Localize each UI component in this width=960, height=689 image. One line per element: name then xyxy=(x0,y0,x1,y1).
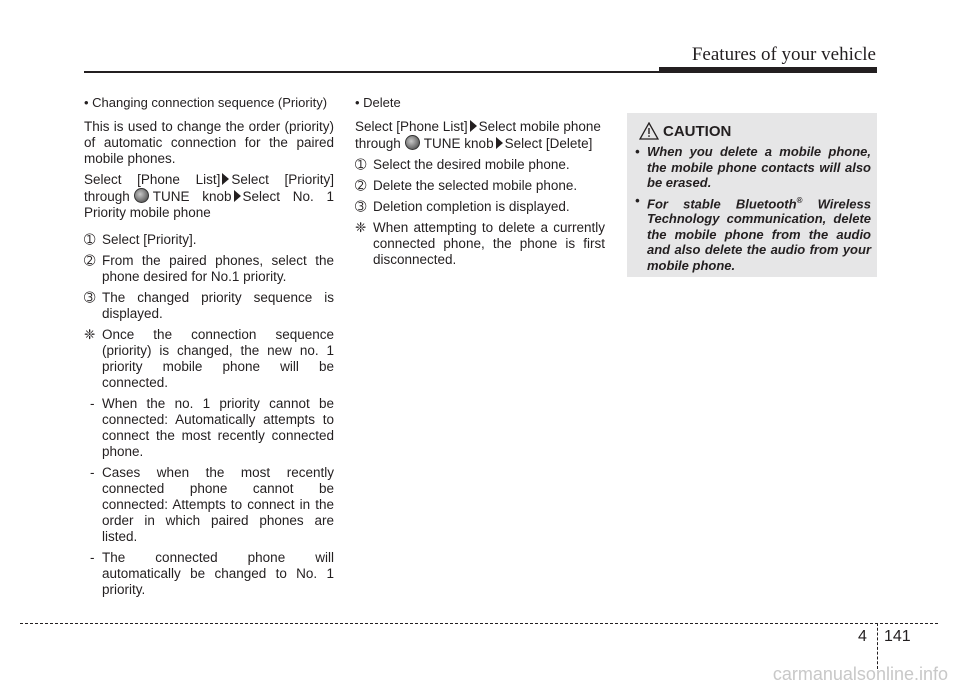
caution-text: When you delete a mobile phone, the mobile phone contacts will also be erased. xyxy=(647,144,871,190)
caution-box xyxy=(627,113,877,277)
footer-divider xyxy=(877,623,878,669)
step-number: ➂ xyxy=(84,290,96,305)
header-rule xyxy=(84,71,659,73)
note-mark: ❈ xyxy=(355,220,367,235)
dash-text: Cases when the most recently connected phone cannot be connected: Attempts to connect in the order in which paired phones are listed. xyxy=(102,465,334,544)
chapter-number: 4 xyxy=(858,628,867,645)
menu-path-delete xyxy=(355,119,605,152)
dash-text: When the no. 1 priority cannot be connected: Automatically attempts to connect the most recently connected phone. xyxy=(102,396,334,459)
path-step: Select mobile phone through xyxy=(355,119,601,151)
column-delete xyxy=(355,95,605,273)
warning-triangle-icon xyxy=(639,122,659,140)
step-item xyxy=(355,178,605,194)
triangle-right-icon xyxy=(234,190,241,202)
menu-path-priority xyxy=(84,172,334,221)
dash-item: - The connected phone will automatically be changed to No. 1 priority. xyxy=(90,550,334,597)
intro-paragraph: This is used to change the order (priority) of automatic connection for the paired mobile phones. xyxy=(84,119,334,166)
step-item xyxy=(84,290,334,322)
path-step: TUNE knob xyxy=(423,136,494,151)
triangle-right-icon xyxy=(470,120,477,132)
step-number: ➀ xyxy=(355,157,367,172)
path-step: Select [Phone List] xyxy=(84,172,221,187)
note-text: Once the connection sequence (priority) is changed, the new no. 1 priority mobile phone will be connected. xyxy=(102,327,334,390)
path-step: Select [Delete] xyxy=(504,136,593,151)
step-text: Delete the selected mobile phone. xyxy=(373,178,578,193)
step-number: ➁ xyxy=(84,253,96,268)
header-rule-thick xyxy=(659,67,877,73)
step-text: The changed priority sequence is displayed. xyxy=(102,290,334,321)
step-number: ➂ xyxy=(355,199,367,214)
page-header-title: Features of your vehicle xyxy=(691,44,876,65)
footer-rule xyxy=(20,623,938,624)
caution-item: • For stable Bluetooth® Wireless Technology communication, delete the mobile phone from the audio and also delete the audio from your mobile phone. xyxy=(635,192,871,273)
caution-title: CAUTION xyxy=(663,123,732,140)
path-step: Select [Phone List] xyxy=(355,119,468,134)
dash-text: The connected phone will automatically be changed to No. 1 priority. xyxy=(102,550,334,597)
step-number: ➁ xyxy=(355,178,367,193)
note-item xyxy=(355,220,605,268)
step-number: ➀ xyxy=(84,232,96,247)
tune-knob-icon xyxy=(134,188,149,203)
step-item xyxy=(84,253,334,285)
note-text: When attempting to delete a currently connected phone, the phone is first disconnected. xyxy=(373,220,605,267)
tune-knob-icon xyxy=(405,135,420,150)
note-item xyxy=(84,327,334,391)
column-priority xyxy=(84,95,334,603)
triangle-right-icon xyxy=(222,173,229,185)
step-text: Select [Priority]. xyxy=(102,232,197,247)
step-item xyxy=(355,157,605,173)
dash-item: - Cases when the most recently connected phone cannot be connected: Attempts to connect in the order in which paired phones are listed. xyxy=(90,465,334,544)
path-step: Select No. 1 Priority mobile phone xyxy=(84,189,334,220)
watermark: carmanualsonline.info xyxy=(772,664,948,684)
step-text: Deletion completion is displayed. xyxy=(373,199,570,214)
caution-item: • When you delete a mobile phone, the mobile phone contacts will also be erased. xyxy=(635,144,871,190)
caution-list xyxy=(635,144,871,275)
dash-item: - When the no. 1 priority cannot be connected: Automatically attempts to connect the most recently connected phone. xyxy=(90,396,334,459)
step-text: Select the desired mobile phone. xyxy=(373,157,570,172)
step-text: From the paired phones, select the phone desired for No.1 priority. xyxy=(102,253,334,284)
note-mark: ❈ xyxy=(84,327,96,342)
step-item xyxy=(84,232,334,248)
page-number: 141 xyxy=(884,628,911,645)
step-item xyxy=(355,199,605,215)
caution-text: For stable Bluetooth® Wireless Technology communication, delete the mobile phone from the audio and also delete the audio from your mobile phone. xyxy=(647,195,871,273)
path-step: Select [Priority] through xyxy=(84,172,334,204)
triangle-right-icon xyxy=(496,137,503,149)
section-heading-delete: • Delete xyxy=(355,95,401,110)
section-heading-priority: • Changing connection sequence (Priority) xyxy=(84,95,328,110)
path-step: TUNE knob xyxy=(152,189,232,204)
